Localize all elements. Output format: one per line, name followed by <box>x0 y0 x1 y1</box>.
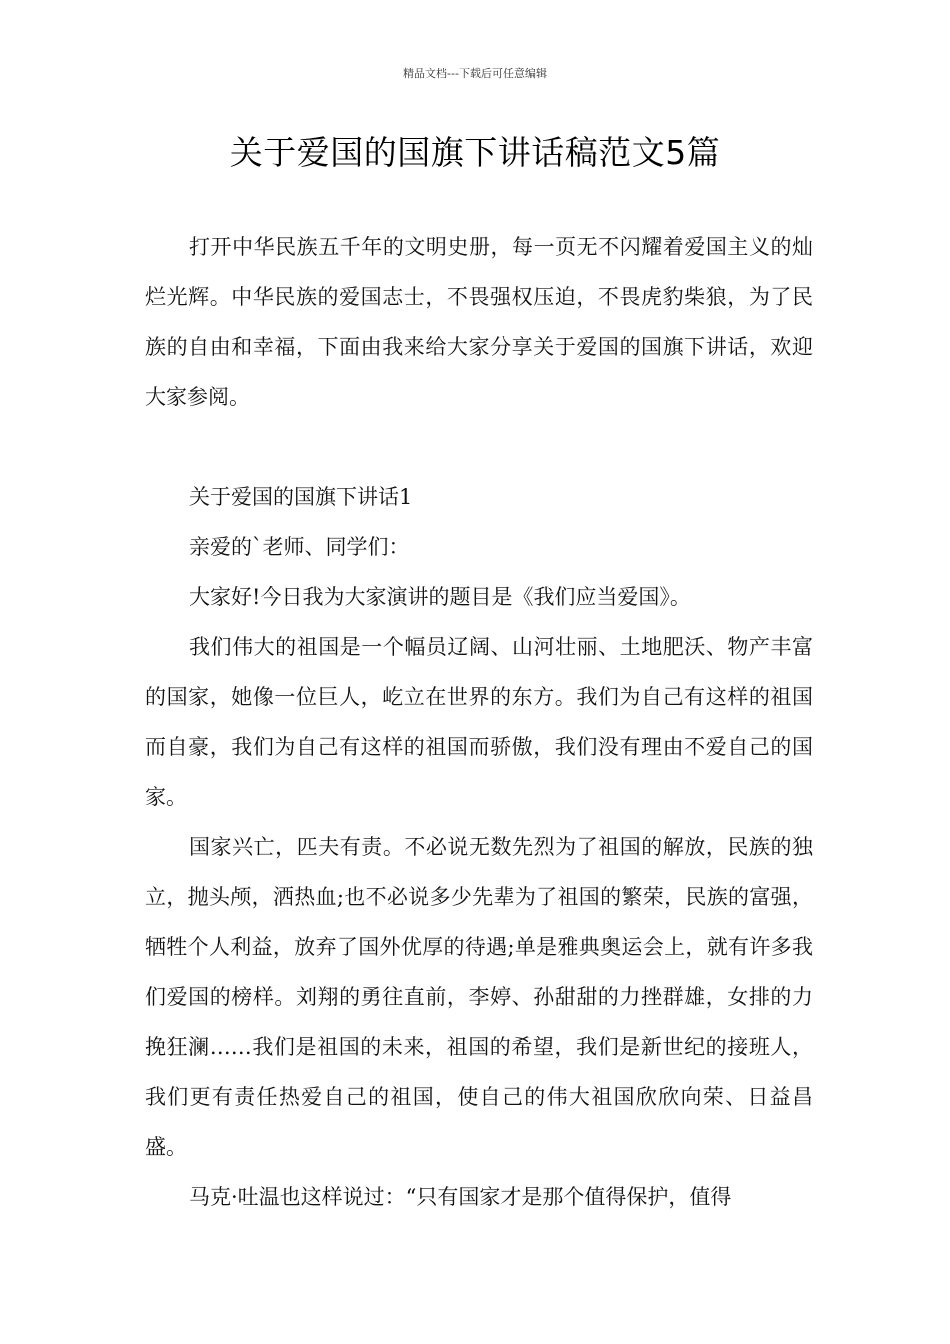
body-paragraph: 国家兴亡，匹夫有责。不必说无数先烈为了祖国的解放，民族的独立，抛头颅，洒热血;也不必说多少先辈为了祖国的繁荣，民族的富强，牺牲个人利益，放弃了国外优厚的待遇;单是雅典奥运会上，就有许多我们爱国的榜样。刘翔的勇往直前，李婷、孙甜甜的力挫群雄，女排的力挽狂澜……我们是祖国的未来，祖国的希望，我们是新世纪的接班人，我们更有责任热爱自己的祖国，使自己的伟大祖国欣欣向荣、日益昌盛。 <box>145 835 813 1159</box>
section-heading-1: 关于爱国的国旗下讲话1 <box>189 485 413 509</box>
document-body <box>145 222 813 1222</box>
header-note: 精品文档---下载后可任意编辑 <box>403 67 547 80</box>
body-paragraph: 我们伟大的祖国是一个幅员辽阔、山河壮丽、土地肥沃、物产丰富的国家，她像一位巨人，屹立在世界的东方。我们为自己有这样的祖国而自豪，我们为自己有这样的祖国而骄傲，我们没有理由不爱自己的国家。 <box>145 635 813 809</box>
body-paragraph: 马克·吐温也这样说过：“只有国家才是那个值得保护，值得 <box>189 1185 732 1209</box>
salutation: 亲爱的`老师、同学们： <box>189 535 410 559</box>
greeting-paragraph: 大家好!今日我为大家演讲的题目是《我们应当爱国》。 <box>189 585 691 609</box>
document-title: 关于爱国的国旗下讲话稿范文5篇 <box>229 133 721 172</box>
intro-paragraph: 打开中华民族五千年的文明史册，每一页无不闪耀着爱国主义的灿烂光辉。中华民族的爱国志士，不畏强权压迫，不畏虎豹柴狼，为了民族的自由和幸福，下面由我来给大家分享关于爱国的国旗下讲话，欢迎大家参阅。 <box>145 235 813 409</box>
